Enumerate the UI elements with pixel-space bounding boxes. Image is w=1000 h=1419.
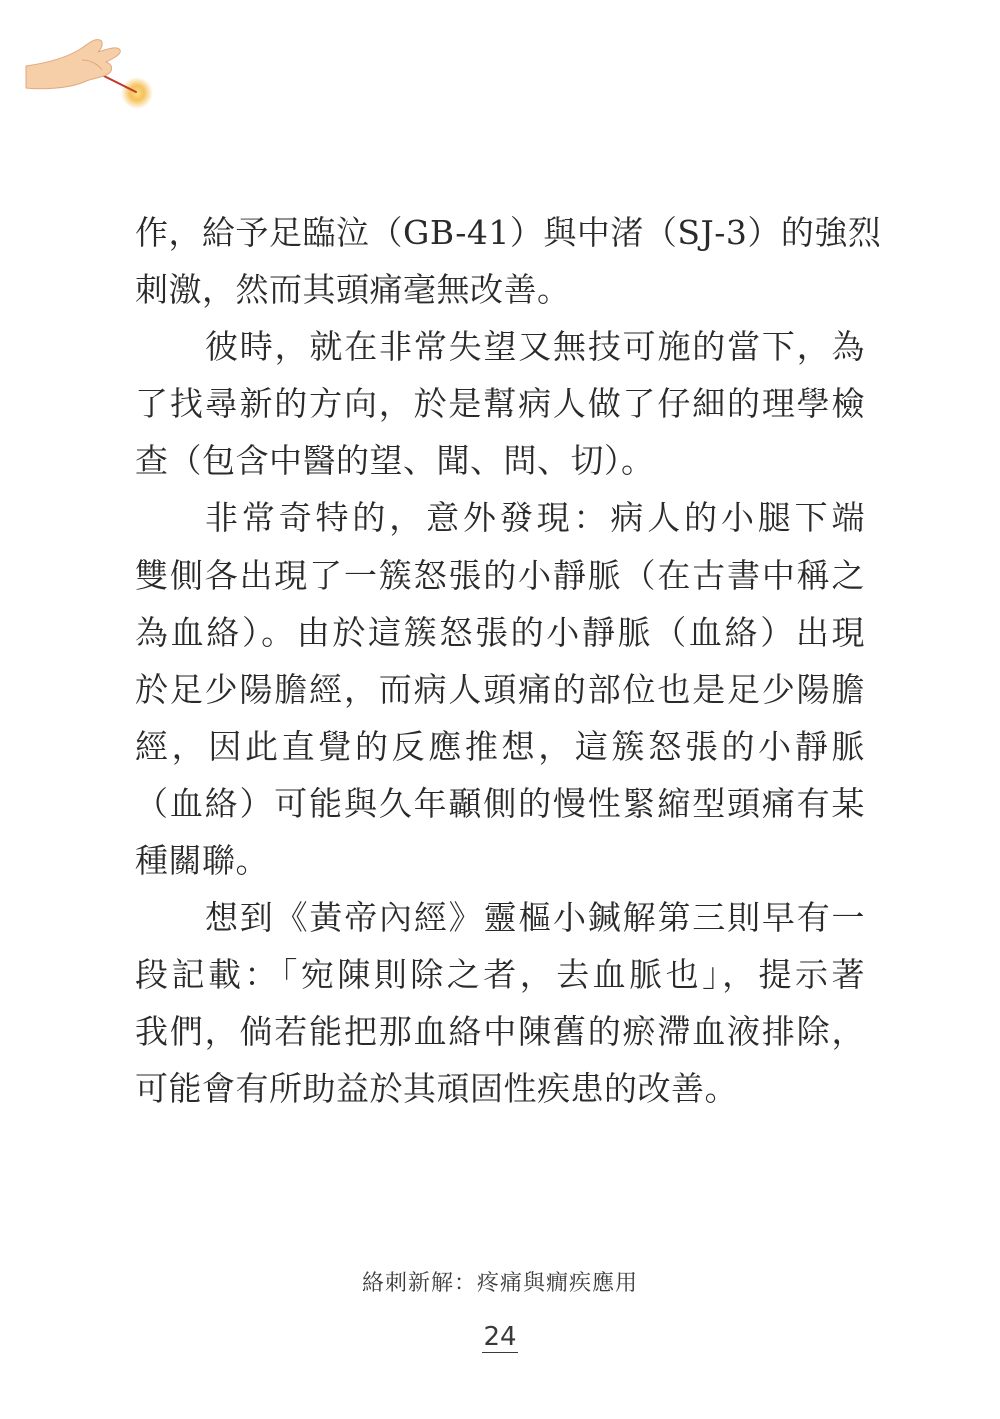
page-number [0,1322,1000,1353]
text-line: 我們，倘若能把那血絡中陳舊的瘀滯血液排除， [135,1012,865,1052]
text-line: 雙側各出現了一簇怒張的小靜脈（在古書中稱之 [135,555,865,595]
text-line: 於足少陽膽經，而病人頭痛的部位也是足少陽膽 [135,669,865,709]
text-line: 了找尋新的方向，於是幫病人做了仔細的理學檢 [135,384,865,424]
hand-holding-needle-icon [22,30,162,115]
page-number-value: 24 [483,1322,517,1352]
text-line: 為血絡）。由於這簇怒張的小靜脈（血絡）出現 [135,612,865,652]
text-line: 彼時，就在非常失望又無技可施的當下，為 [205,327,865,367]
text-line: 種關聯。 [135,841,269,881]
text-line: 段記載：「宛陳則除之者，去血脈也」，提示著 [135,955,865,995]
text-line: 非常奇特的，意外發現：病人的小腿下端 [205,498,865,538]
text-line: 查（包含中醫的望、聞、問、切）。 [135,441,655,481]
text-line: 經，因此直覺的反應推想，這簇怒張的小靜脈 [135,726,865,766]
text-line: 作，給予足臨泣（GB-41）與中渚（SJ-3）的強烈 [135,213,882,252]
text-line: 想到《黃帝內經》靈樞小鍼解第三則早有一 [205,898,865,938]
body-text [135,204,882,1118]
running-title: 絡刺新解：疼痛與癇疾應用 [361,1271,638,1296]
text-line: （血絡）可能與久年顳側的慢性緊縮型頭痛有某 [135,783,865,823]
text-line: 可能會有所助益於其頑固性疾患的改善。 [135,1069,738,1109]
text-line: 刺激，然而其頭痛毫無改善。 [135,270,571,310]
